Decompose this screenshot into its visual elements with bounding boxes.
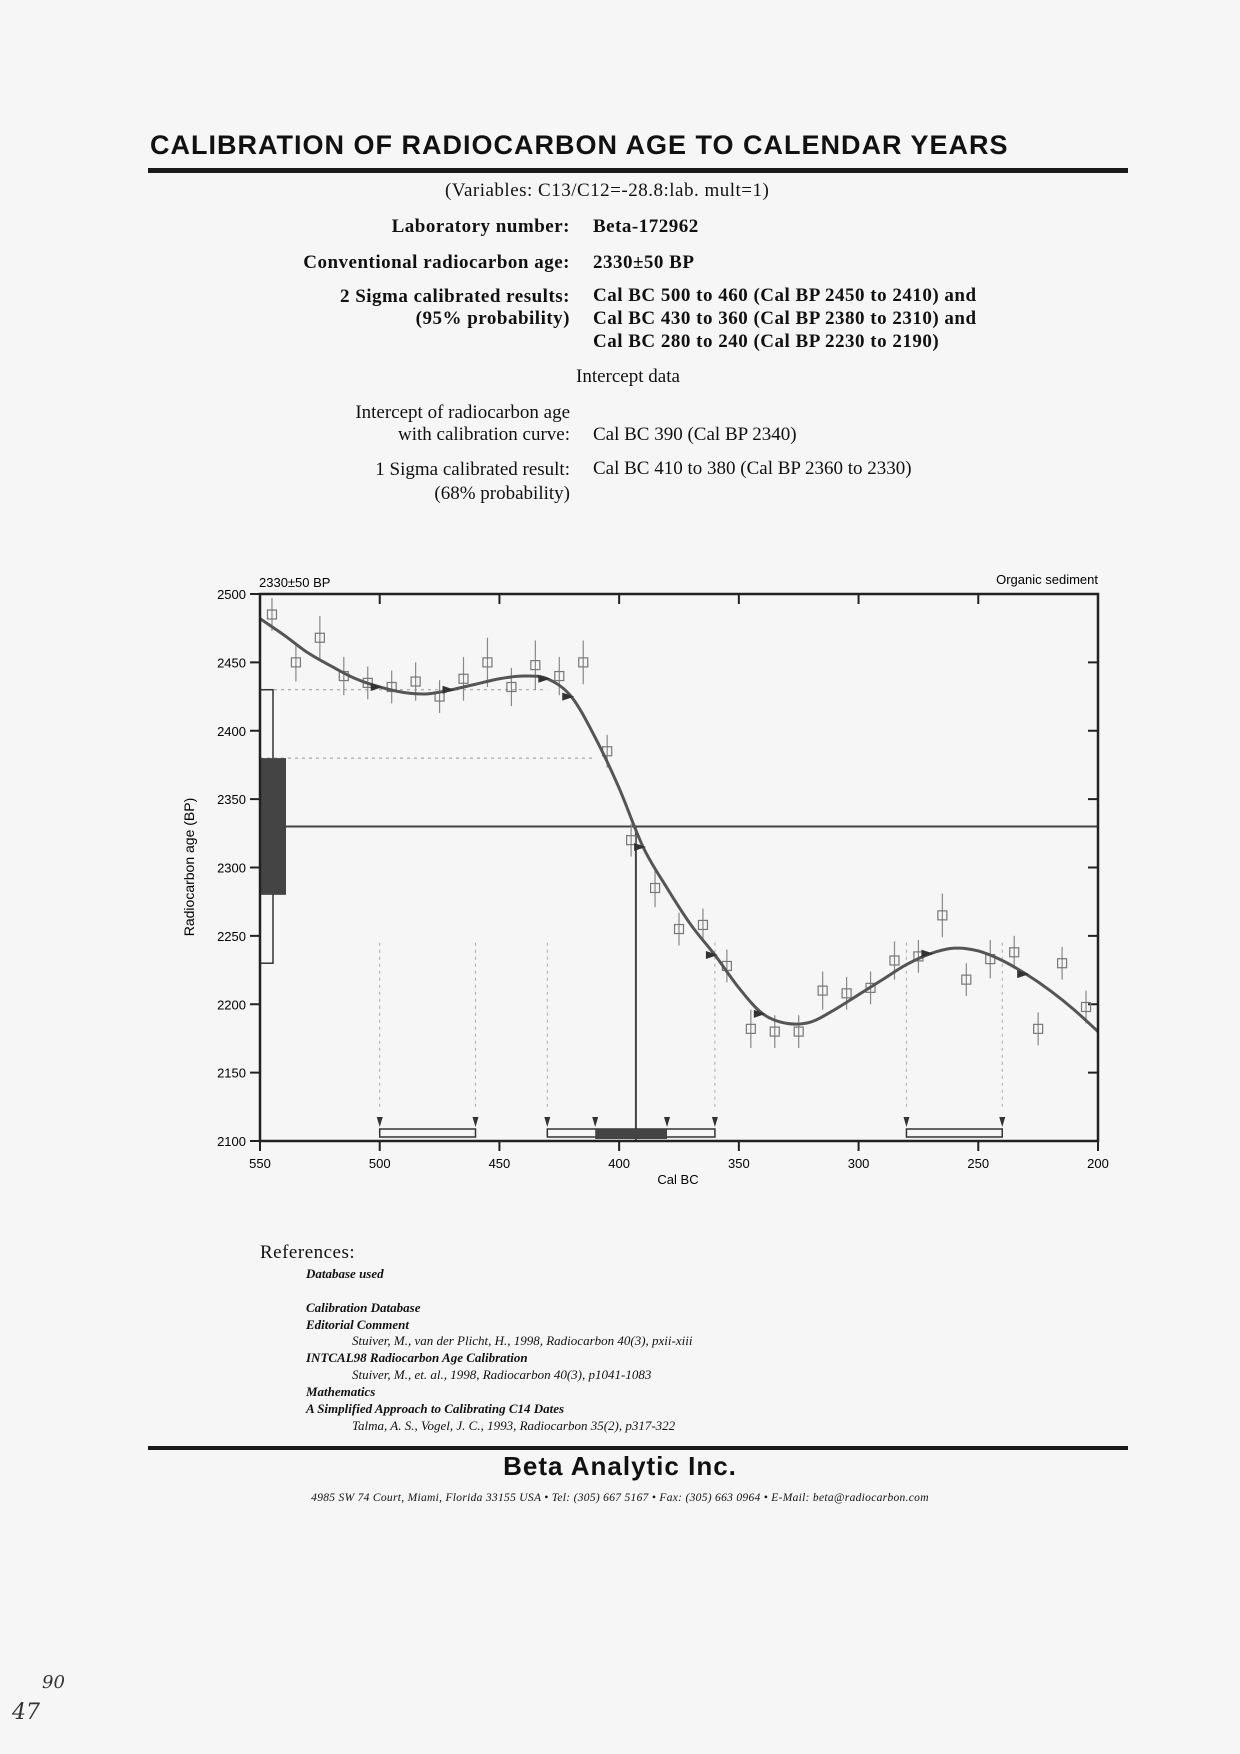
ref-citation-2: Stuiver, M., et. al., 1998, Radiocarbon 40(3), p1041-1083 [352, 1367, 652, 1382]
two-sigma-prob: (95% probability) [415, 308, 570, 329]
sample-label: 2330±50 BP [259, 575, 331, 590]
one-sigma-value: Cal BC 410 to 380 (Cal BP 2360 to 2330) [593, 458, 912, 479]
calibration-curve-line [260, 619, 1098, 1032]
x-tick-label: 450 [488, 1156, 511, 1171]
calibration-curve [260, 619, 1098, 1032]
curve-marker [921, 950, 933, 958]
one-sigma-prob: (68% probability) [434, 483, 570, 504]
intercept-label-1: Intercept of radiocarbon age [355, 402, 570, 423]
company-name: Beta Analytic Inc. [503, 1451, 737, 1481]
ref-calibration-database: Calibration Database [306, 1300, 421, 1315]
curve-marker [443, 686, 455, 694]
x-tick-label: 500 [368, 1156, 391, 1171]
two-sigma-range [380, 1129, 476, 1137]
range-marker [544, 1117, 550, 1127]
y-tick-label: 2500 [217, 587, 246, 602]
ref-database-used: Database used [306, 1266, 384, 1281]
two-sigma-line-1: Cal BC 500 to 460 (Cal BP 2450 to 2410) and [593, 285, 977, 306]
intercept-value: Cal BC 390 (Cal BP 2340) [593, 424, 797, 445]
one-sigma-age-bar [260, 758, 286, 895]
ref-citation-1: Stuiver, M., van der Plicht, H., 1998, Radiocarbon 40(3), pxii-xiii [352, 1333, 693, 1348]
probability-bars [260, 690, 286, 964]
x-axis-title: Cal BC [657, 1172, 699, 1187]
lab-number-label: Laboratory number: [391, 216, 570, 237]
conv-age-value: 2330±50 BP [593, 252, 695, 273]
ref-mathematics: Mathematics [306, 1384, 376, 1399]
y-tick-label: 2200 [217, 997, 246, 1013]
range-marker [903, 1117, 909, 1127]
y-tick-label: 2450 [217, 655, 246, 671]
ref-citation-3: Talma, A. S., Vogel, J. C., 1993, Radiocarbon 35(2), p317-322 [352, 1418, 676, 1433]
one-sigma-label: 1 Sigma calibrated result: [375, 459, 570, 480]
x-tick-label: 250 [967, 1156, 990, 1171]
company-address: 4985 SW 74 Court, Miami, Florida 33155 USA • Tel: (305) 667 5167 • Fax: (305) 663 0964 • E-Mail: beta@radiocarbon.com [311, 1492, 929, 1504]
range-marker [999, 1117, 1005, 1127]
x-tick-label: 300 [847, 1156, 870, 1171]
range-marker [377, 1117, 383, 1127]
x-tick-label: 200 [1087, 1156, 1109, 1171]
two-sigma-label: 2 Sigma calibrated results: [339, 286, 570, 307]
axis-ticks [250, 594, 1098, 1151]
curve-marker [538, 675, 550, 683]
y-tick-label: 2250 [217, 928, 246, 944]
y-axis-title: Radiocarbon age (BP) [181, 797, 197, 937]
ref-intcal: INTCAL98 Radiocarbon Age Calibration [306, 1350, 528, 1365]
x-tick-label: 350 [728, 1156, 750, 1171]
calibrated-ranges [377, 1117, 1006, 1139]
page-title: CALIBRATION OF RADIOCARBON AGE TO CALENDAR YEARS [150, 130, 1009, 160]
range-marker [592, 1117, 598, 1127]
y-tick-label: 2150 [217, 1065, 246, 1081]
material-label: Organic sediment [996, 572, 1098, 587]
intercept-heading: Intercept data [576, 366, 680, 387]
ref-approach: A Simplified Approach to Calibrating C14 Dates [306, 1401, 565, 1416]
y-tick-label: 2300 [217, 860, 246, 876]
ref-editorial-comment: Editorial Comment [306, 1317, 409, 1332]
lab-number-value: Beta-172962 [593, 216, 699, 237]
range-marker [664, 1117, 670, 1127]
two-sigma-range [906, 1129, 1002, 1137]
two-sigma-line-3: Cal BC 280 to 240 (Cal BP 2230 to 2190) [593, 331, 940, 352]
one-sigma-range [595, 1129, 667, 1139]
handwritten-note-1: 90 [42, 1672, 65, 1693]
references-heading: References: [260, 1242, 356, 1263]
footer-rule [148, 1446, 1128, 1450]
y-tick-label: 2400 [217, 723, 246, 739]
conv-age-label: Conventional radiocarbon age: [303, 252, 570, 273]
y-tick-label: 2350 [217, 792, 246, 808]
data-points [267, 598, 1090, 1048]
handwritten-note-2: 47 [12, 1700, 40, 1725]
plot-frame [260, 594, 1098, 1141]
range-marker [712, 1117, 718, 1127]
intercept-label-2: with calibration curve: [398, 424, 570, 445]
variables-line: (Variables: C13/C12=-28.8:lab. mult=1) [445, 180, 770, 201]
x-tick-label: 400 [608, 1156, 630, 1171]
y-tick-label: 2100 [217, 1134, 246, 1149]
x-tick-label: 550 [249, 1156, 271, 1171]
two-sigma-line-2: Cal BC 430 to 360 (Cal BP 2380 to 2310) and [593, 308, 977, 329]
range-marker [472, 1117, 478, 1127]
